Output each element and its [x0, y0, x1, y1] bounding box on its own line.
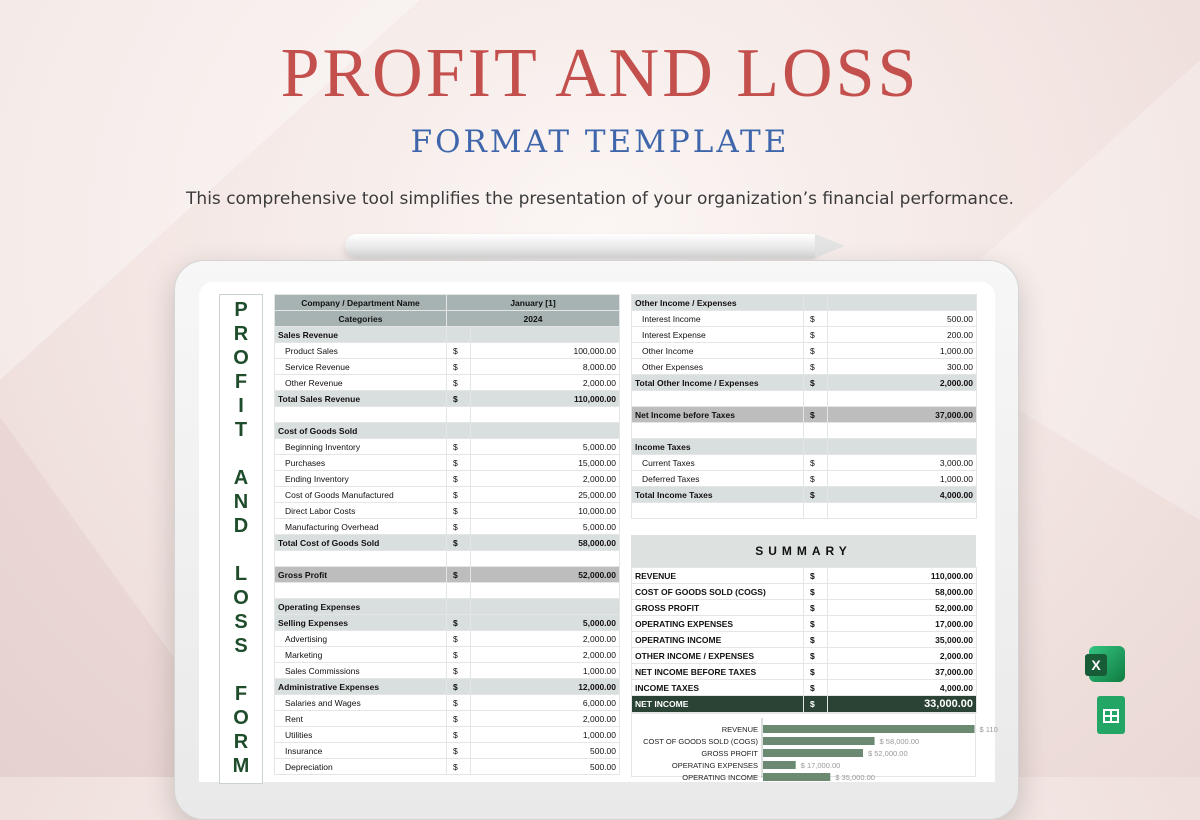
- row-value: [471, 423, 620, 439]
- row-value: 52,000.00: [471, 567, 620, 583]
- banner-letter: A: [233, 467, 249, 489]
- table-row: [275, 343, 620, 359]
- excel-letter: X: [1085, 654, 1107, 676]
- summary-row: [632, 616, 977, 632]
- chart-bar: [763, 773, 830, 781]
- table-row: [275, 519, 620, 535]
- table-row: [632, 407, 977, 423]
- table-row: [275, 359, 620, 375]
- row-value: 100,000.00: [471, 343, 620, 359]
- currency-symbol: $: [447, 695, 471, 711]
- currency-symbol: $: [804, 584, 828, 600]
- summary-label: COST OF GOODS SOLD (COGS): [632, 584, 804, 600]
- row-label: Cost of Goods Sold: [275, 423, 447, 439]
- currency-symbol: $: [804, 375, 828, 391]
- table-row: [275, 663, 620, 679]
- table-row: [632, 343, 977, 359]
- table-row: [275, 695, 620, 711]
- row-label: Sales Revenue: [275, 327, 447, 343]
- table-row: [275, 535, 620, 551]
- currency-symbol: $: [804, 568, 828, 584]
- row-value: 200.00: [828, 327, 977, 343]
- chart-data-label: $ 52,000.00: [868, 749, 908, 758]
- currency-symbol: $: [804, 664, 828, 680]
- currency-symbol: [447, 551, 471, 567]
- row-value: 2,000.00: [471, 711, 620, 727]
- row-label: Total Income Taxes: [632, 487, 804, 503]
- currency-symbol: $: [447, 455, 471, 471]
- summary-row: [632, 568, 977, 584]
- currency-symbol: $: [447, 535, 471, 551]
- header-year: 2024: [447, 311, 620, 327]
- header-company: Company / Department Name: [275, 295, 447, 311]
- row-label: Interest Income: [632, 311, 804, 327]
- table-row: [275, 711, 620, 727]
- row-label: Service Revenue: [275, 359, 447, 375]
- summary-bar-chart: [631, 713, 998, 782]
- row-label: Total Cost of Goods Sold: [275, 535, 447, 551]
- chart-bar: [763, 761, 796, 769]
- row-value: 2,000.00: [471, 647, 620, 663]
- currency-symbol: $: [804, 455, 828, 471]
- row-value: 2,000.00: [828, 375, 977, 391]
- row-label: Utilities: [275, 727, 447, 743]
- chart-data-label: $ 58,000.00: [879, 737, 920, 746]
- table-row: [632, 311, 977, 327]
- table-row: [632, 295, 977, 311]
- summary-value: 110,000.00: [828, 568, 977, 584]
- row-label: Marketing: [275, 647, 447, 663]
- currency-symbol: $: [447, 615, 471, 631]
- summary-value: 58,000.00: [828, 584, 977, 600]
- summary-row: [632, 600, 977, 616]
- excel-icon[interactable]: [1089, 646, 1125, 682]
- banner-letter: O: [233, 587, 249, 609]
- currency-symbol: $: [447, 663, 471, 679]
- table-row: [632, 327, 977, 343]
- row-label: [632, 503, 804, 519]
- row-value: [471, 551, 620, 567]
- currency-symbol: [804, 423, 828, 439]
- currency-symbol: $: [804, 616, 828, 632]
- currency-symbol: [447, 583, 471, 599]
- table-row: [275, 487, 620, 503]
- summary-row: [632, 648, 977, 664]
- currency-symbol: $: [447, 391, 471, 407]
- row-label: Rent: [275, 711, 447, 727]
- summary-label: INCOME TAXES: [632, 680, 804, 696]
- table-row: [275, 423, 620, 439]
- row-value: 5,000.00: [471, 439, 620, 455]
- row-value: 110,000.00: [471, 391, 620, 407]
- stylus-pencil: [345, 234, 815, 258]
- row-label: Direct Labor Costs: [275, 503, 447, 519]
- table-row: [275, 727, 620, 743]
- summary-value: 35,000.00: [828, 632, 977, 648]
- table-row: [275, 631, 620, 647]
- page-subtitle: FORMAT TEMPLATE: [410, 124, 790, 160]
- table-row: [275, 615, 620, 631]
- banner-letter: F: [234, 683, 248, 705]
- currency-symbol: $: [447, 359, 471, 375]
- summary-label: OPERATING EXPENSES: [632, 616, 804, 632]
- net-income-row: [632, 696, 977, 713]
- summary-value: 4,000.00: [828, 680, 977, 696]
- row-value: 500.00: [471, 759, 620, 775]
- currency-symbol: [804, 391, 828, 407]
- row-label: Other Expenses: [632, 359, 804, 375]
- row-value: 5,000.00: [471, 615, 620, 631]
- chart-data-label: $ 110: [979, 725, 998, 734]
- row-value: 37,000.00: [828, 407, 977, 423]
- banner-letter: O: [233, 347, 249, 369]
- row-label: Insurance: [275, 743, 447, 759]
- row-label: Gross Profit: [275, 567, 447, 583]
- chart-bar: [763, 749, 863, 757]
- row-value: [828, 295, 977, 311]
- currency-symbol: $: [804, 407, 828, 423]
- chart-bar: [763, 737, 875, 745]
- banner-letter: O: [233, 707, 249, 729]
- currency-symbol: $: [447, 487, 471, 503]
- table-row: [275, 647, 620, 663]
- row-value: 15,000.00: [471, 455, 620, 471]
- table-row: [632, 503, 977, 519]
- currency-symbol: $: [804, 487, 828, 503]
- table-row: [632, 391, 977, 407]
- banner-letter: R: [233, 731, 249, 753]
- table-row: [275, 503, 620, 519]
- summary-title: SUMMARY: [631, 535, 976, 567]
- tagline: This comprehensive tool simplifies the presentation of your organization’s financial performance.: [186, 189, 1014, 209]
- currency-symbol: $: [447, 471, 471, 487]
- row-value: 5,000.00: [471, 519, 620, 535]
- row-value: 4,000.00: [828, 487, 977, 503]
- currency-symbol: $: [447, 711, 471, 727]
- row-value: [471, 599, 620, 615]
- currency-symbol: [804, 439, 828, 455]
- row-value: [828, 391, 977, 407]
- row-value: [828, 439, 977, 455]
- table-row: [275, 567, 620, 583]
- row-label: Net Income before Taxes: [632, 407, 804, 423]
- row-label: [275, 407, 447, 423]
- row-value: 2,000.00: [471, 375, 620, 391]
- row-label: [275, 551, 447, 567]
- banner-letter: P: [234, 299, 248, 321]
- summary-table: [631, 567, 977, 713]
- currency-symbol: $: [447, 503, 471, 519]
- row-label: Other Income: [632, 343, 804, 359]
- header-row: [275, 311, 620, 327]
- banner-letter: S: [234, 635, 248, 657]
- banner-letter: D: [233, 515, 249, 537]
- currency-symbol: $: [447, 679, 471, 695]
- currency-symbol: $: [804, 311, 828, 327]
- table-row: [275, 551, 620, 567]
- currency-symbol: $: [804, 343, 828, 359]
- table-row: [275, 759, 620, 775]
- currency-symbol: $: [447, 519, 471, 535]
- summary-label: NET INCOME BEFORE TAXES: [632, 664, 804, 680]
- table-row: [275, 391, 620, 407]
- chart-category-label: OPERATING INCOME: [682, 773, 758, 782]
- banner-letter: L: [234, 563, 248, 585]
- currency-symbol: $: [804, 471, 828, 487]
- row-label: Selling Expenses: [275, 615, 447, 631]
- currency-symbol: $: [447, 647, 471, 663]
- summary-label: OTHER INCOME / EXPENSES: [632, 648, 804, 664]
- row-label: [632, 423, 804, 439]
- currency-symbol: $: [447, 631, 471, 647]
- row-value: 1,000.00: [828, 471, 977, 487]
- currency-symbol: $: [804, 600, 828, 616]
- header-month: January [1]: [447, 295, 620, 311]
- summary-value: 52,000.00: [828, 600, 977, 616]
- row-value: 2,000.00: [471, 471, 620, 487]
- currency-symbol: $: [804, 359, 828, 375]
- banner-letter: S: [234, 611, 248, 633]
- currency-symbol: [804, 295, 828, 311]
- banner-letter: N: [233, 491, 249, 513]
- row-label: Ending Inventory: [275, 471, 447, 487]
- table-row: [275, 599, 620, 615]
- row-label: Deferred Taxes: [632, 471, 804, 487]
- google-sheets-icon[interactable]: [1097, 696, 1125, 734]
- table-row: [275, 471, 620, 487]
- currency-symbol: [447, 327, 471, 343]
- stylus-tip: [815, 234, 845, 258]
- currency-symbol: [447, 407, 471, 423]
- row-value: 300.00: [828, 359, 977, 375]
- currency-symbol: $: [804, 680, 828, 696]
- summary-row: [632, 680, 977, 696]
- table-row: [275, 327, 620, 343]
- banner-letter: R: [233, 323, 249, 345]
- table-row: [632, 455, 977, 471]
- table-row: [275, 679, 620, 695]
- row-label: Advertising: [275, 631, 447, 647]
- summary-label: GROSS PROFIT: [632, 600, 804, 616]
- chart-data-label: $ 17,000.00: [800, 761, 841, 770]
- chart-category-label: COST OF GOODS SOLD (COGS): [643, 737, 758, 746]
- currency-symbol: $: [447, 759, 471, 775]
- row-value: 25,000.00: [471, 487, 620, 503]
- row-label: [275, 583, 447, 599]
- row-label: Interest Expense: [632, 327, 804, 343]
- currency-symbol: $: [447, 743, 471, 759]
- pl-right-table: [631, 294, 977, 519]
- row-value: 3,000.00: [828, 455, 977, 471]
- row-value: [471, 583, 620, 599]
- page-title: PROFIT AND LOSS: [280, 35, 920, 112]
- chart-category-label: REVENUE: [721, 725, 758, 734]
- row-label: Manufacturing Overhead: [275, 519, 447, 535]
- row-label: Salaries and Wages: [275, 695, 447, 711]
- banner-letter: M: [232, 755, 250, 777]
- table-row: [275, 439, 620, 455]
- row-value: 58,000.00: [471, 535, 620, 551]
- header-categories: Categories: [275, 311, 447, 327]
- banner-letter: F: [234, 371, 248, 393]
- currency-symbol: $: [804, 696, 828, 713]
- row-label: Beginning Inventory: [275, 439, 447, 455]
- row-value: [471, 407, 620, 423]
- summary-row: [632, 584, 977, 600]
- row-label: Other Revenue: [275, 375, 447, 391]
- vertical-title-banner: [219, 294, 263, 784]
- summary-row: [632, 632, 977, 648]
- row-value: 8,000.00: [471, 359, 620, 375]
- currency-symbol: $: [447, 567, 471, 583]
- currency-symbol: [447, 599, 471, 615]
- currency-symbol: $: [447, 343, 471, 359]
- table-row: [275, 407, 620, 423]
- row-label: Sales Commissions: [275, 663, 447, 679]
- currency-symbol: $: [804, 632, 828, 648]
- row-value: 500.00: [828, 311, 977, 327]
- table-row: [632, 471, 977, 487]
- currency-symbol: [447, 423, 471, 439]
- currency-symbol: $: [447, 439, 471, 455]
- row-value: [828, 423, 977, 439]
- pl-left-table: [274, 294, 620, 775]
- row-label: Operating Expenses: [275, 599, 447, 615]
- currency-symbol: $: [447, 375, 471, 391]
- table-row: [632, 359, 977, 375]
- row-value: 6,000.00: [471, 695, 620, 711]
- row-value: 1,000.00: [471, 663, 620, 679]
- table-row: [632, 439, 977, 455]
- row-label: Total Sales Revenue: [275, 391, 447, 407]
- table-row: [632, 375, 977, 391]
- chart-category-label: OPERATING EXPENSES: [671, 761, 758, 770]
- chart-data-label: $ 35,000.00: [835, 773, 875, 782]
- row-value: 12,000.00: [471, 679, 620, 695]
- header-row: [275, 295, 620, 311]
- net-income-value: 33,000.00: [828, 696, 977, 713]
- net-income-label: NET INCOME: [632, 696, 804, 713]
- table-row: [275, 455, 620, 471]
- row-label: Purchases: [275, 455, 447, 471]
- chart-bar: [763, 725, 975, 733]
- row-label: Income Taxes: [632, 439, 804, 455]
- currency-symbol: $: [804, 648, 828, 664]
- row-label: Administrative Expenses: [275, 679, 447, 695]
- row-value: 1,000.00: [828, 343, 977, 359]
- summary-value: 37,000.00: [828, 664, 977, 680]
- table-row: [275, 375, 620, 391]
- summary-value: 17,000.00: [828, 616, 977, 632]
- currency-symbol: [804, 503, 828, 519]
- row-value: 2,000.00: [471, 631, 620, 647]
- table-row: [632, 487, 977, 503]
- summary-label: REVENUE: [632, 568, 804, 584]
- banner-letter: I: [238, 395, 244, 417]
- chart-svg: [632, 714, 998, 782]
- summary-value: 2,000.00: [828, 648, 977, 664]
- row-label: Current Taxes: [632, 455, 804, 471]
- currency-symbol: $: [804, 327, 828, 343]
- row-value: [471, 327, 620, 343]
- row-label: Other Income / Expenses: [632, 295, 804, 311]
- row-value: [828, 503, 977, 519]
- row-label: Depreciation: [275, 759, 447, 775]
- chart-category-label: GROSS PROFIT: [701, 749, 758, 758]
- row-value: 1,000.00: [471, 727, 620, 743]
- row-label: Total Other Income / Expenses: [632, 375, 804, 391]
- currency-symbol: $: [447, 727, 471, 743]
- row-label: Product Sales: [275, 343, 447, 359]
- summary-label: OPERATING INCOME: [632, 632, 804, 648]
- row-value: 10,000.00: [471, 503, 620, 519]
- row-label: Cost of Goods Manufactured: [275, 487, 447, 503]
- banner-letter: T: [234, 419, 248, 441]
- table-row: [632, 423, 977, 439]
- table-row: [275, 743, 620, 759]
- row-value: 500.00: [471, 743, 620, 759]
- table-row: [275, 583, 620, 599]
- summary-row: [632, 664, 977, 680]
- row-label: [632, 391, 804, 407]
